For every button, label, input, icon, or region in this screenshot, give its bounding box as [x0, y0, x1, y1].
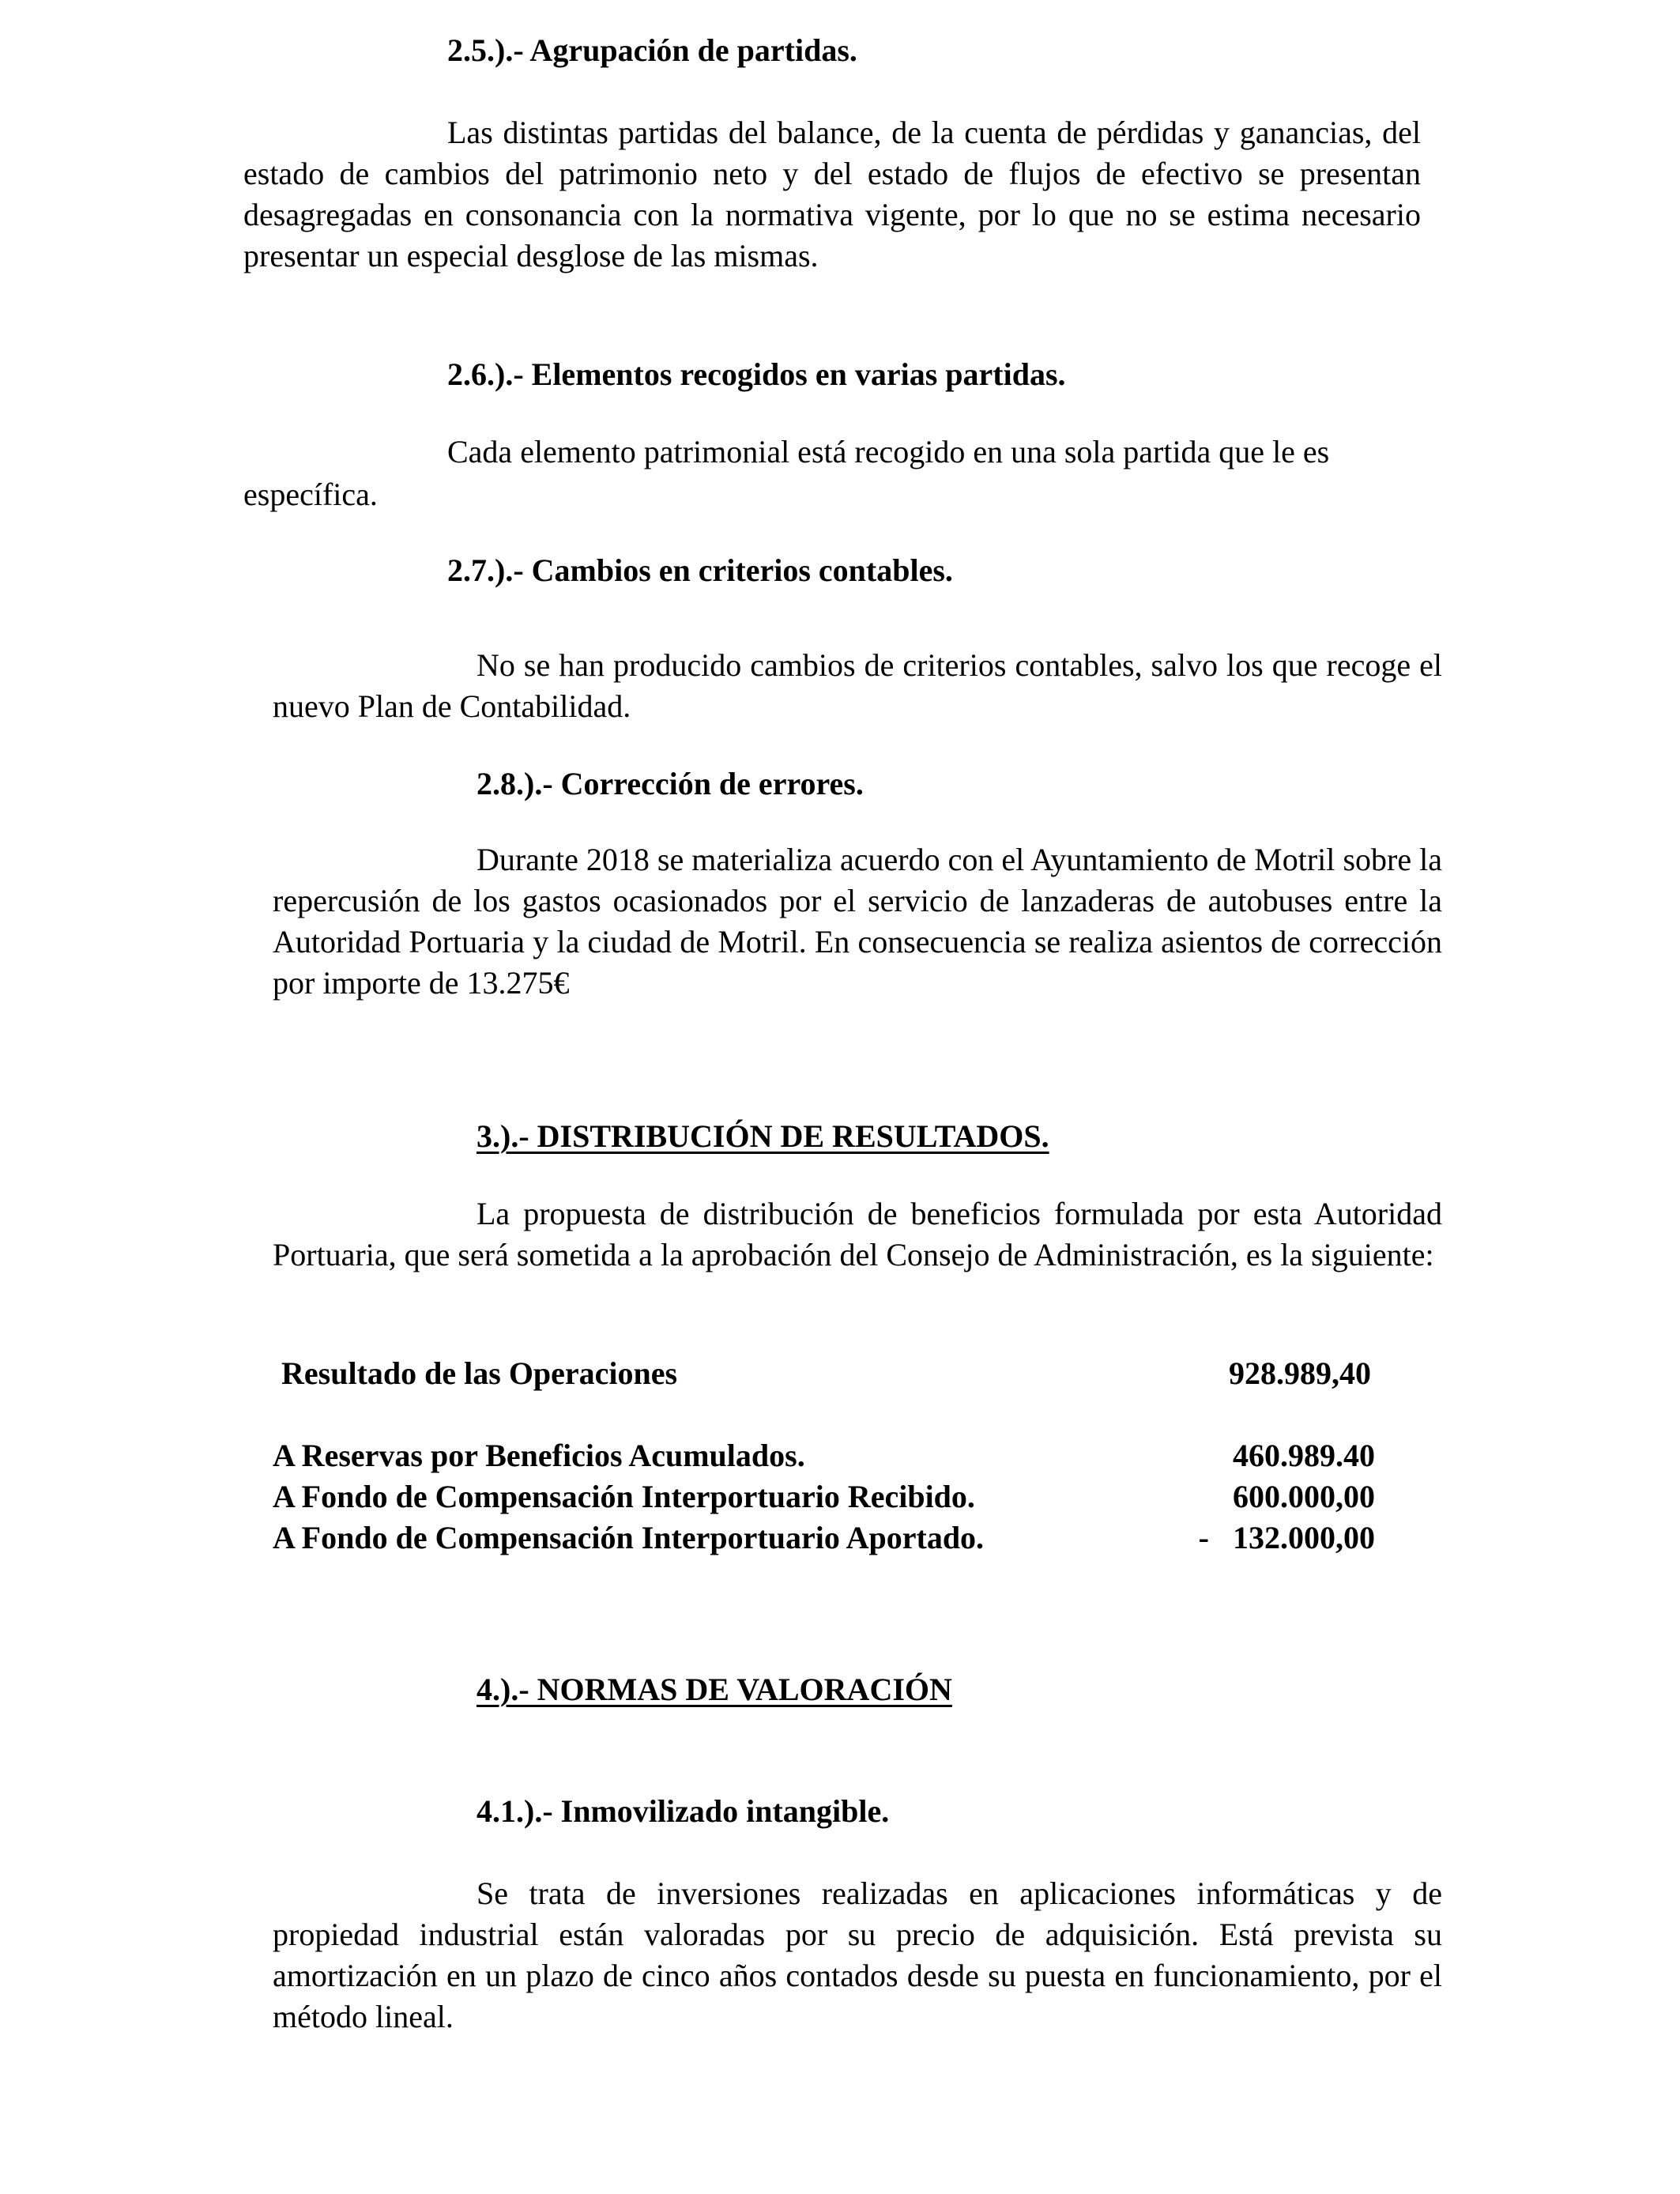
section-2-7-heading: 2.7.).- Cambios en criterios contables.: [447, 552, 953, 588]
result-label: Resultado de las Operaciones: [281, 1355, 678, 1391]
section-2-7-body: No se han producido cambios de criterios contables, salvo los que recoge el nuevo Plan de Contabilidad.: [273, 647, 1442, 724]
section-3-heading: 3.).- DISTRIBUCIÓN DE RESULTADOS.: [477, 1118, 1049, 1154]
section-2-8-body: Durante 2018 se materializa acuerdo con el Ayuntamiento de Motril sobre la repercusión de los gastos ocasionados por el servicio de lanzaderas de autobuses entre la Autoridad Portuaria y la ciudad de Motril. En consecuencia se realiza asientos de corrección por importe de 13.275€: [273, 842, 1442, 1001]
distribution-row-label: A Fondo de Compensación Interportuario Recibido.: [273, 1479, 975, 1514]
distribution-row-value: - 132.000,00: [1198, 1520, 1375, 1555]
section-4-heading: 4.).- NORMAS DE VALORACIÓN: [477, 1672, 952, 1707]
section-2-5-body: Las distintas partidas del balance, de la cuenta de pérdidas y ganancias, del estado de cambios del patrimonio neto y del estado de flujos de efectivo se presentan desagregadas en consonancia con la normativa vigente, por lo que no se estima necesario presentar un especial desglose de las mismas.: [243, 115, 1421, 273]
section-4-1-heading: 4.1.).- Inmovilizado intangible.: [477, 1793, 890, 1829]
section-2-6-heading: 2.6.).- Elementos recogidos en varias partidas.: [447, 356, 1066, 392]
section-2-6-body-line2: específica.: [243, 477, 378, 512]
section-4-1-body: Se trata de inversiones realizadas en aplicaciones informáticas y de propiedad industrial están valoradas por su precio de adquisición. Está prevista su amortización en un plazo de cinco años contados desde su puesta en funcionamiento, por el método lineal.: [273, 1875, 1442, 2034]
distribution-row-label: A Fondo de Compensación Interportuario Aportado.: [273, 1520, 985, 1555]
result-value: 928.989,40: [1229, 1355, 1371, 1391]
distribution-row-value: 460.989.40: [1233, 1438, 1375, 1473]
section-2-5-heading: 2.5.).- Agrupación de partidas.: [447, 32, 857, 68]
distribution-row-value: 600.000,00: [1233, 1479, 1375, 1514]
section-3-body: La propuesta de distribución de beneficios formulada por esta Autoridad Portuaria, que será sometida a la aprobación del Consejo de Administración, es la siguiente:: [273, 1196, 1442, 1272]
section-2-8-heading: 2.8.).- Corrección de errores.: [477, 766, 864, 801]
section-2-6-body-line1: Cada elemento patrimonial está recogido en una sola partida que le es: [447, 434, 1330, 469]
distribution-row-label: A Reservas por Beneficios Acumulados.: [273, 1438, 805, 1473]
